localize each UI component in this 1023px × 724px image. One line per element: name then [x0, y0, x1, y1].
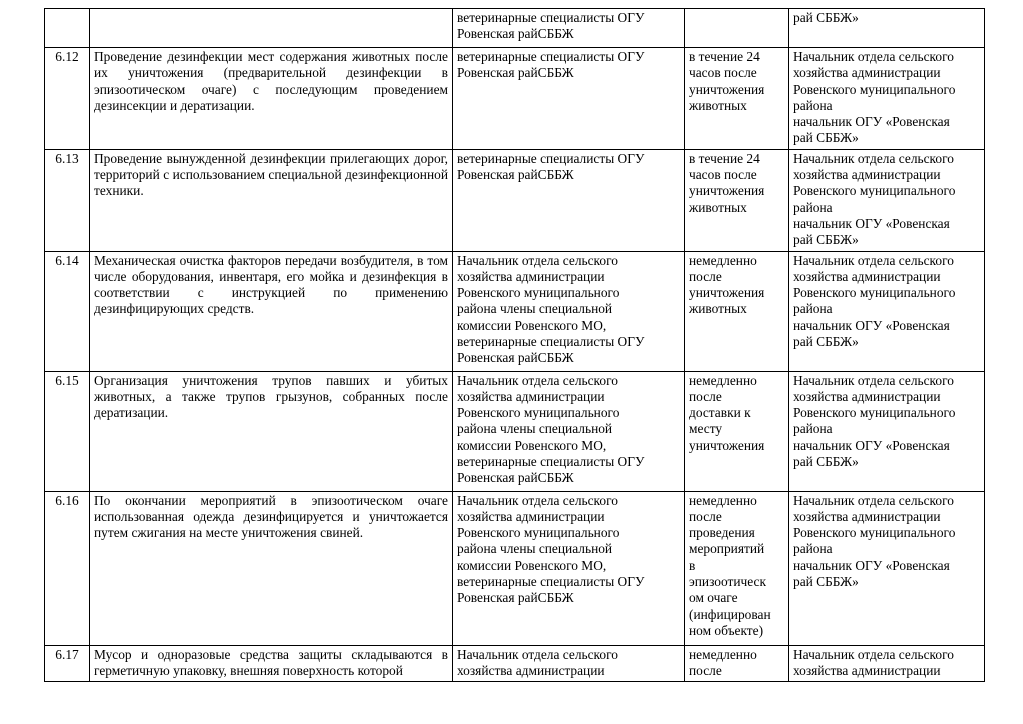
responsible-cell [789, 9, 985, 48]
responsible-cell-line: хозяйства администрации [793, 65, 941, 81]
responsible-cell-line: Начальник отдела сельского [793, 646, 954, 662]
timing-cell-line: немедленно [689, 252, 757, 268]
timing-cell-line: в течение 24 [689, 150, 760, 166]
responsible-cell-line: Начальник отдела сельского [793, 150, 954, 166]
row-number: 6.13 [45, 149, 90, 251]
executors-cell-line: Ровенская райСББЖ [457, 470, 574, 486]
executors-cell-line: комиссии Ровенского МО, [457, 437, 607, 453]
timing-cell-line: в течение 24 [689, 49, 760, 64]
timing-cell-line: уничтожения [689, 437, 765, 453]
responsible-cell-line: района [793, 301, 833, 317]
executors-cell-line: Ровенского муниципального [457, 525, 620, 541]
responsible-cell-line: начальник ОГУ «Ровенская [793, 437, 950, 453]
row-number: 6.12 [45, 48, 90, 150]
responsible-cell-line: района [793, 541, 833, 557]
executors-cell [453, 149, 685, 251]
responsible-cell [789, 491, 985, 645]
timing-cell-line: месту [689, 421, 723, 437]
executors-cell-line: ветеринарные специалисты ОГУ [457, 334, 645, 350]
responsible-cell-line: Начальник отдела сельского [793, 252, 954, 268]
executors-cell [453, 491, 685, 645]
table-row [45, 251, 985, 371]
timing-cell-line: эпизоотическ [689, 574, 766, 590]
row-number: 6.15 [45, 371, 90, 491]
responsible-cell-line: района [793, 199, 833, 215]
executors-cell [453, 9, 685, 48]
timing-cell-line: ном объекте) [689, 622, 764, 638]
executors-cell-line: района члены специальной [457, 421, 613, 437]
timing-cell-line: после [689, 388, 722, 404]
responsible-cell [789, 645, 985, 682]
executors-cell-line: ветеринарные специалисты ОГУ [457, 49, 645, 64]
executors-cell-line: Начальник отдела сельского [457, 492, 618, 508]
responsible-cell-line: начальник ОГУ «Ровенская [793, 317, 950, 333]
responsible-cell-line: рай СББЖ» [793, 232, 859, 248]
responsible-cell-line: Начальник отдела сельского [793, 49, 954, 64]
responsible-cell-line: района [793, 97, 833, 113]
executors-cell-line: Ровенская райСББЖ [457, 26, 574, 42]
table-row [45, 149, 985, 251]
responsible-cell-line: начальник ОГУ «Ровенская [793, 215, 950, 231]
executors-cell [453, 251, 685, 371]
table-row [45, 491, 985, 645]
executors-cell [453, 371, 685, 491]
timing-cell-line: часов после [689, 65, 757, 81]
executors-cell-line: ветеринарные специалисты ОГУ [457, 574, 645, 590]
timing-cell-line: проведения [689, 525, 755, 541]
responsible-cell-line: начальник ОГУ «Ровенская [793, 557, 950, 573]
executors-cell-line: хозяйства администрации [457, 268, 605, 284]
timing-cell-line: уничтожения [689, 285, 765, 301]
responsible-cell-line: Ровенского муниципального [793, 81, 956, 97]
measure-description: Проведение дезинфекции мест содержания животных после их уничтожения (предварительной дезинфекции в эпизоотическом очаге) с последующим проведением дезинсекции и дератизации. [90, 48, 453, 150]
responsible-cell [789, 48, 985, 150]
executors-cell-line: хозяйства администрации [457, 662, 605, 678]
timing-cell-line: часов после [689, 167, 757, 183]
timing-cell [685, 371, 789, 491]
timing-cell-line: немедленно [689, 372, 757, 388]
timing-cell-line: животных [689, 301, 747, 317]
executors-cell-line: хозяйства администрации [457, 508, 605, 524]
timing-cell-line: после [689, 662, 722, 678]
timing-cell [685, 9, 789, 48]
responsible-cell [789, 149, 985, 251]
responsible-cell-line: Начальник отдела сельского [793, 492, 954, 508]
timing-cell-line: уничтожения [689, 81, 765, 97]
timing-cell-line: животных [689, 97, 747, 113]
executors-cell-line: ветеринарные специалисты ОГУ [457, 150, 645, 166]
table-row [45, 48, 985, 150]
responsible-cell-line: рай СББЖ» [793, 574, 859, 590]
timing-cell-line: мероприятий [689, 541, 765, 557]
timing-cell-line: животных [689, 199, 747, 215]
timing-cell-line: доставки к [689, 405, 751, 421]
row-number [45, 9, 90, 48]
row-number: 6.17 [45, 645, 90, 682]
executors-cell-line: Начальник отдела сельского [457, 372, 618, 388]
executors-cell-line: района члены специальной [457, 301, 613, 317]
row-number: 6.16 [45, 491, 90, 645]
executors-cell-line: Начальник отдела сельского [457, 252, 618, 268]
executors-cell-line: Ровенского муниципального [457, 285, 620, 301]
responsible-cell-line: хозяйства администрации [793, 388, 941, 404]
executors-cell-line: ветеринарные специалисты ОГУ [457, 454, 645, 470]
executors-cell-line: Ровенская райСББЖ [457, 350, 574, 366]
executors-cell [453, 48, 685, 150]
executors-cell-line: Ровенского муниципального [457, 405, 620, 421]
timing-cell [685, 251, 789, 371]
timing-cell [685, 48, 789, 150]
responsible-cell-line: Ровенского муниципального [793, 183, 956, 199]
measure-description: Проведение вынужденной дезинфекции прилегающих дорог, территорий с использованием специальной дезинфекционной техники. [90, 149, 453, 251]
executors-cell-line: Начальник отдела сельского [457, 646, 618, 662]
table-row [45, 371, 985, 491]
responsible-cell-line: рай СББЖ» [793, 334, 859, 350]
timing-cell-line: в [689, 557, 696, 573]
responsible-cell-line: Ровенского муниципального [793, 405, 956, 421]
measure-description: Организация уничтожения трупов павших и убитых животных, а также трупов грызунов, собранных после дератизации. [90, 371, 453, 491]
executors-cell-line: комиссии Ровенского МО, [457, 317, 607, 333]
timing-cell-line: (инфицирован [689, 606, 771, 622]
timing-cell [685, 491, 789, 645]
responsible-cell [789, 371, 985, 491]
timing-cell-line: уничтожения [689, 183, 765, 199]
timing-cell-line: немедленно [689, 646, 757, 662]
timing-cell [685, 149, 789, 251]
responsible-cell-line: хозяйства администрации [793, 268, 941, 284]
timing-cell-line: после [689, 508, 722, 524]
responsible-cell-line: Ровенского муниципального [793, 525, 956, 541]
responsible-cell-line: рай СББЖ» [793, 10, 859, 25]
measures-table-body [45, 9, 985, 682]
table-row [45, 9, 985, 48]
executors-cell-line: хозяйства администрации [457, 388, 605, 404]
measure-description [90, 9, 453, 48]
executors-cell-line: ветеринарные специалисты ОГУ [457, 10, 645, 25]
executors-cell [453, 645, 685, 682]
row-number: 6.14 [45, 251, 90, 371]
timing-cell [685, 645, 789, 682]
executors-cell-line: Ровенская райСББЖ [457, 167, 574, 183]
measure-description: По окончании мероприятий в эпизоотическом очаге использованная одежда дезинфицируется и уничтожается путем сжигания на месте уничтожения свиней. [90, 491, 453, 645]
executors-cell-line: Ровенская райСББЖ [457, 65, 574, 81]
responsible-cell-line: Ровенского муниципального [793, 285, 956, 301]
responsible-cell-line: района [793, 421, 833, 437]
measures-table [44, 8, 985, 682]
timing-cell-line: немедленно [689, 492, 757, 508]
measure-description: Механическая очистка факторов передачи возбудителя, в том числе оборудования, инвентаря, его мойка и дезинфекция в соответствии с инструкцией по применению дезинфицирующих средств. [90, 251, 453, 371]
responsible-cell-line: хозяйства администрации [793, 662, 941, 678]
responsible-cell-line: начальник ОГУ «Ровенская [793, 114, 950, 130]
responsible-cell-line: рай СББЖ» [793, 454, 859, 470]
measure-description: Мусор и одноразовые средства защиты складываются в герметичную упаковку, внешняя поверхность которой [90, 645, 453, 682]
responsible-cell-line: хозяйства администрации [793, 167, 941, 183]
executors-cell-line: Ровенская райСББЖ [457, 590, 574, 606]
table-row [45, 645, 985, 682]
responsible-cell-line: Начальник отдела сельского [793, 372, 954, 388]
executors-cell-line: района члены специальной [457, 541, 613, 557]
timing-cell-line: после [689, 268, 722, 284]
responsible-cell-line: хозяйства администрации [793, 508, 941, 524]
executors-cell-line: комиссии Ровенского МО, [457, 557, 607, 573]
timing-cell-line: ом очаге [689, 590, 738, 606]
responsible-cell [789, 251, 985, 371]
responsible-cell-line: рай СББЖ» [793, 130, 859, 146]
